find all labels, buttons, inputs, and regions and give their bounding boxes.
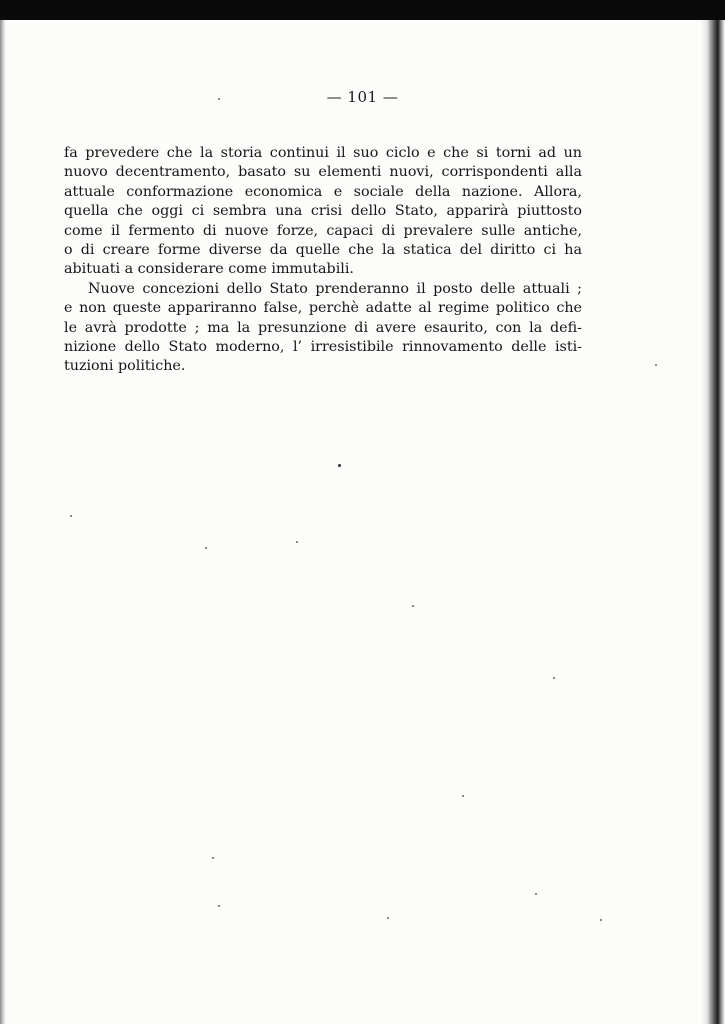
scan-speck — [387, 917, 389, 919]
text-line: abituati a considerare come immutabili. — [64, 261, 354, 278]
scan-speck — [338, 464, 341, 467]
page-left-edge — [0, 20, 6, 1024]
scan-speck — [296, 541, 298, 543]
scan-speck — [205, 547, 207, 549]
scan-speck — [212, 857, 214, 859]
scan-speck — [412, 605, 414, 607]
page-number: — 101 — — [326, 88, 399, 106]
text-line: le avrà prodotte ; ma la presunzione di avere esaurito, con la defi- — [64, 319, 582, 336]
text-line: nuovo decentramento, basato su elementi nuovi, corrispondenti alla — [64, 164, 582, 181]
scan-speck — [218, 98, 220, 100]
body-text — [64, 144, 582, 377]
text-line: tuzioni politiche. — [64, 358, 186, 375]
text-line: attuale conformazione economica e sociale della nazione. Allora, — [64, 183, 582, 200]
scan-speck — [655, 364, 657, 366]
text-line: fa prevedere che la storia continui il suo ciclo e che si torni ad un — [64, 145, 582, 161]
scan-speck — [462, 795, 464, 797]
text-line: e non queste appariranno false, perchè adatte al regime politico che — [64, 300, 582, 317]
text-line: quella che oggi ci sembra una crisi dello Stato, apparirà piuttosto — [64, 203, 582, 220]
paragraph — [64, 144, 582, 280]
scan-speck — [600, 919, 602, 921]
text-line: come il fermento di nuove forze, capaci di prevalere sulle antiche, — [64, 222, 582, 239]
scan-speck — [553, 677, 555, 679]
scan-speck — [535, 893, 537, 895]
text-line: o di creare forme diverse da quelle che la statica del diritto ci ha — [64, 241, 582, 258]
text-line: Nuove concezioni dello Stato prenderanno il posto delle attuali ; — [88, 280, 582, 297]
page-binding-edge — [701, 20, 725, 1024]
scan-top-border — [0, 0, 725, 20]
scan-speck — [218, 905, 220, 907]
paragraph — [64, 280, 582, 377]
text-line: nizione dello Stato moderno, l’ irresistibile rinnovamento delle isti- — [64, 338, 582, 355]
scan-speck — [70, 515, 72, 517]
